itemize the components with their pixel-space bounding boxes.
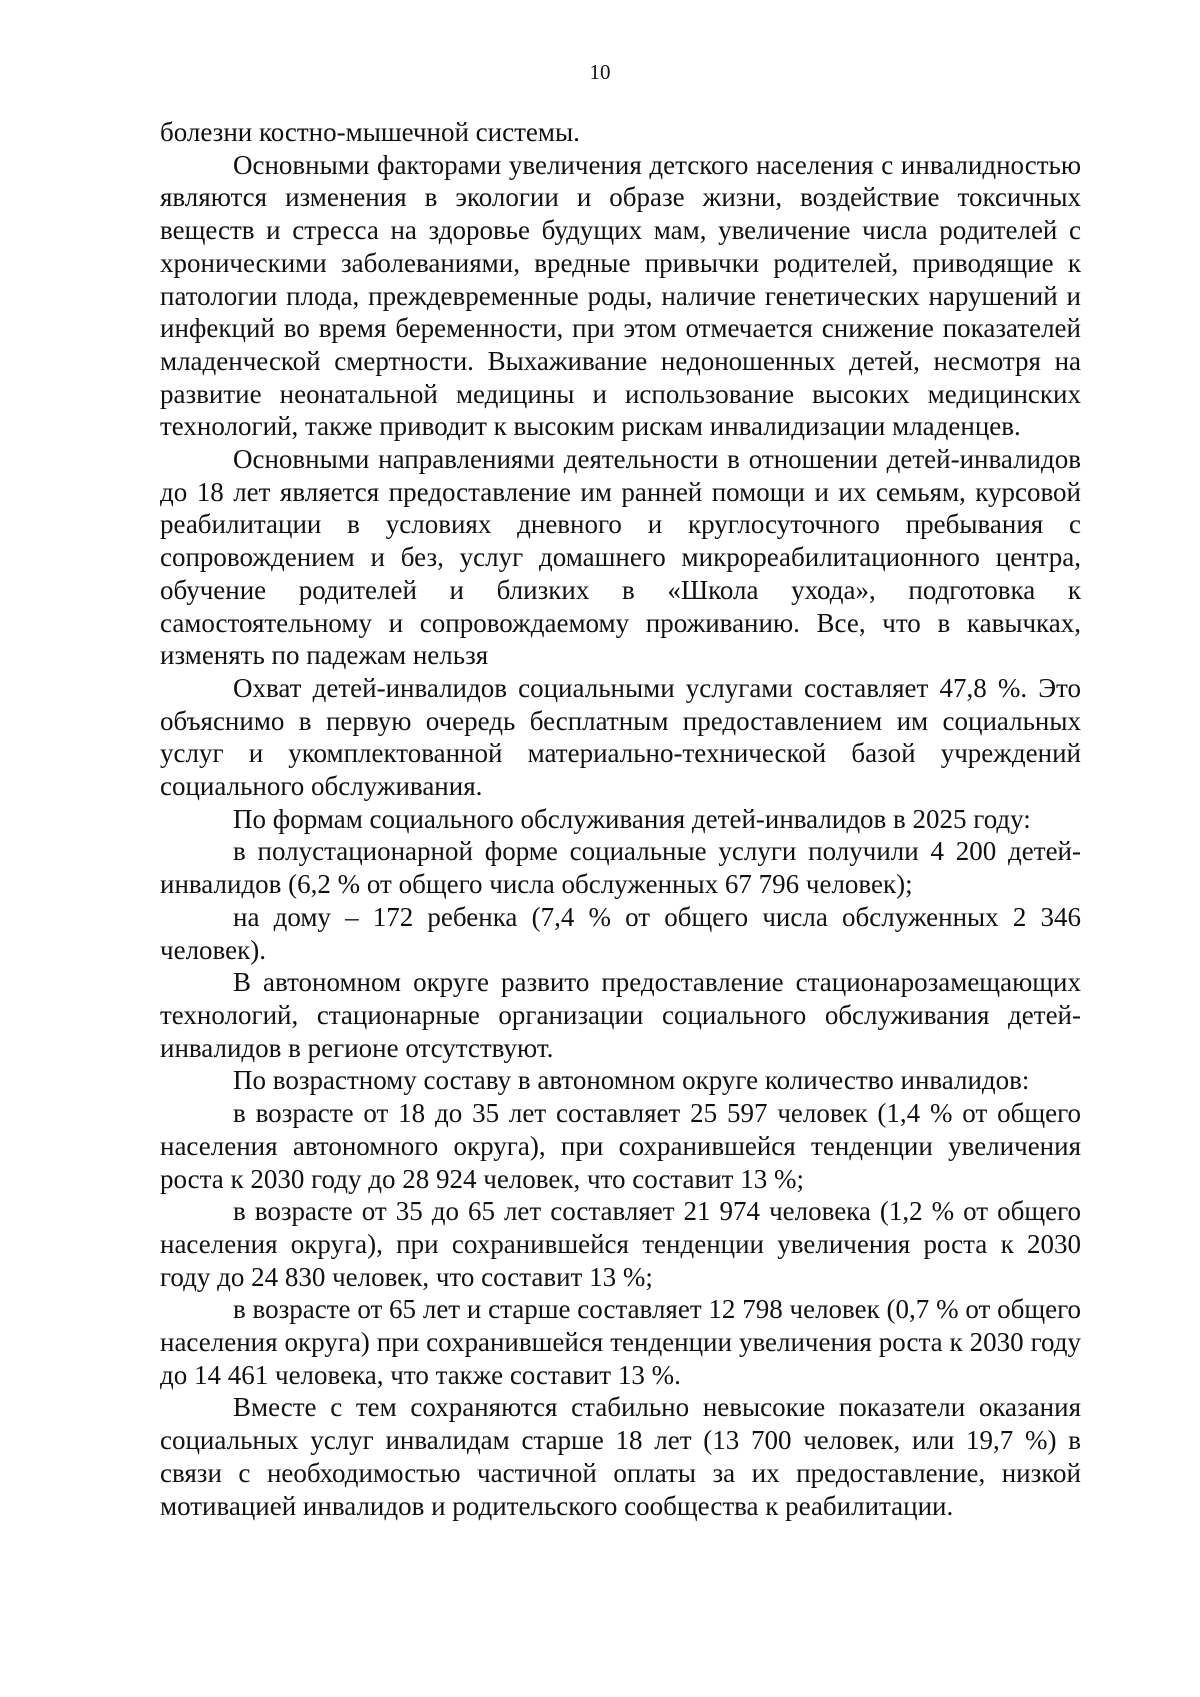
paragraph-home-care: на дому – 172 ребенка (7,4 % от общего числа обслуженных 2 346 человек).: [160, 901, 1081, 965]
paragraph-age-composition-intro: По возрастному составу в автономном округе количество инвалидов:: [233, 1065, 1030, 1096]
paragraph-age-65-plus: в возрасте от 65 лет и старше составляет 12 798 человек (0,7 % от общего населения округа) при сохранившейся тенденции увеличения роста к 2030 году до 14 461 человека, что также составит 13 %.: [160, 1294, 1081, 1390]
paragraph-semi-stationary: в полустационарной форме социальные услуги получили 4 200 детей-инвалидов (6,2 % от общего числа обслуженных 67 796 человек);: [160, 836, 1081, 900]
paragraph-low-indicators: Вместе с тем сохраняются стабильно невысокие показатели оказания социальных услуг инвалидам старше 18 лет (13 700 человек, или 19,7 %) в связи с необходимостью частичной оплаты за их предоставление, низкой мотивацией инвалидов и родительского сообщества к реабилитации.: [160, 1392, 1081, 1521]
paragraph-service-forms-intro: По формам социального обслуживания детей-инвалидов в 2025 году:: [233, 803, 1031, 834]
document-body: [160, 116, 1081, 1522]
paragraph-age-35-65: в возрасте от 35 до 65 лет составляет 21 974 человека (1,2 % от общего населения округа), при сохранившейся тенденции увеличения роста к 2030 году до 24 830 человек, что составит 13 %;: [160, 1196, 1081, 1292]
paragraph-age-18-35: в возрасте от 18 до 35 лет составляет 25 597 человек (1,4 % от общего населения автономного округа), при сохранившейся тенденции увеличения роста к 2030 году до 28 924 человек, что составит 13 %;: [160, 1098, 1081, 1194]
paragraph-risk-factors: Основными факторами увеличения детского населения с инвалидностью являются изменения в экологии и образе жизни, воздействие токсичных веществ и стресса на здоровье будущих мам, увеличение числа родителей с хроническими заболеваниями, вредные привычки родителей, приводящие к патологии плода, преждевременные роды, наличие генетических нарушений и инфекций во время беременности, при этом отмечается снижение показателей младенческой смертности. Выхаживание недоношенных детей, несмотря на развитие неонатальной медицины и использование высоких медицинских технологий, также приводит к высоким рискам инвалидизации младенцев.: [160, 149, 1081, 442]
paragraph-main-directions: Основными направлениями деятельности в отношении детей-инвалидов до 18 лет является предоставление им ранней помощи и их семьям, курсовой реабилитации в условиях дневного и круглосуточного пребывания с сопровождением и без, услуг домашнего микрореабилитационного центра, обучение родителей и близких в «Школа ухода», подготовка к самостоятельному и сопровождаемому проживанию. Все, что в кавычках, изменять по падежам нельзя: [160, 444, 1081, 671]
paragraph-coverage: Охват детей-инвалидов социальными услугами составляет 47,8 %. Это объяснимо в первую очередь бесплатным предоставлением им социальных услуг и укомплектованной материально-технической базой учреждений социального обслуживания.: [160, 672, 1081, 802]
paragraph-replacement-technologies: В автономном округе развито предоставление стационарозамещающих технологий, стационарные организации социального обслуживания детей-инвалидов в регионе отсутствуют.: [160, 967, 1081, 1063]
paragraph-continuation: болезни костно-мышечной системы.: [160, 117, 580, 147]
page-number: 10: [589, 60, 611, 84]
